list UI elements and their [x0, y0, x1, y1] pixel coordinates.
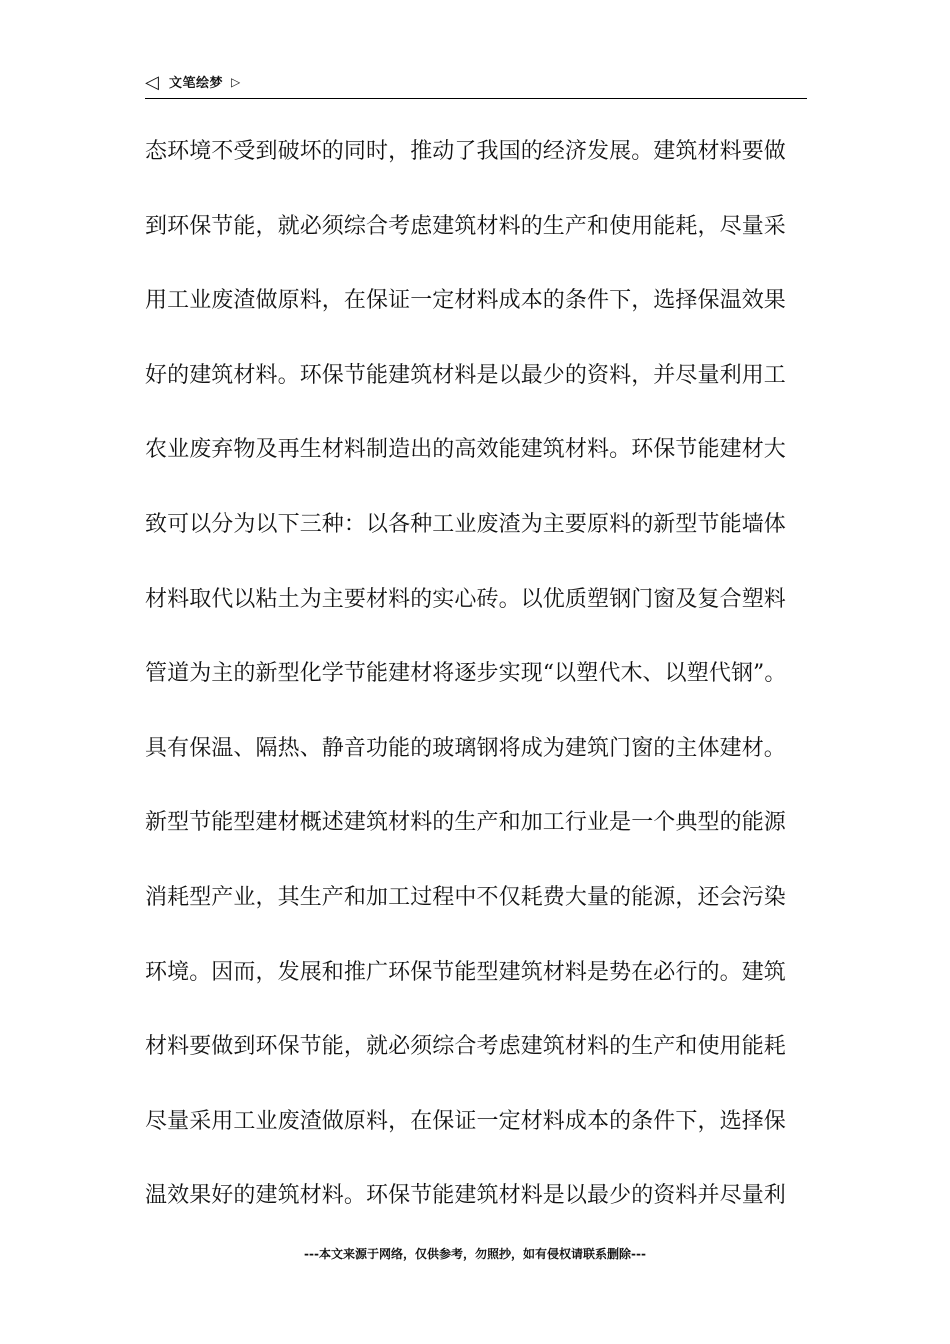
- text-line: 温效果好的建筑材料。环保节能建筑材料是以最少的资料并尽量利: [145, 1183, 786, 1209]
- text-line: 尽量采用工业废渣做原料，在保证一定材料成本的条件下，选择保: [145, 1108, 786, 1134]
- body-text: [145, 132, 825, 1251]
- triangle-left-icon: ◁: [145, 72, 159, 93]
- text-line: 材料要做到环保节能，就必须综合考虑建筑材料的生产和使用能耗: [145, 1034, 786, 1060]
- text-line: 到环保节能，就必须综合考虑建筑材料的生产和使用能耗，尽量采: [145, 213, 786, 239]
- text-line: 态环境不受到破坏的同时，推动了我国的经济发展。建筑材料要做: [145, 139, 786, 164]
- text-line: 新型节能型建材概述建筑材料的生产和加工行业是一个典型的能源: [145, 810, 786, 836]
- text-line: 用工业废渣做原料，在保证一定材料成本的条件下，选择保温效果: [145, 288, 786, 314]
- text-line: 管道为主的新型化学节能建材将逐步实现“以塑代木、以塑代钢”。: [145, 661, 787, 687]
- text-line: 具有保温、隔热、静音功能的玻璃钢将成为建筑门窗的主体建材。: [145, 735, 786, 761]
- header-title: 文笔绘梦: [169, 76, 224, 91]
- text-line: 农业废弃物及再生材料制造出的高效能建筑材料。环保节能建材大: [145, 437, 786, 463]
- text-line: 致可以分为以下三种：以各种工业废渣为主要原料的新型节能墙体: [145, 511, 786, 537]
- text-line: 材料取代以粘土为主要材料的实心砖。以优质塑钢门窗及复合塑料: [145, 586, 786, 612]
- triangle-right-icon: ▷: [231, 75, 241, 89]
- text-line: 消耗型产业，其生产和加工过程中不仅耗费大量的能源，还会污染: [145, 884, 786, 910]
- text-line: 好的建筑材料。环保节能建筑材料是以最少的资料，并尽量利用工: [145, 362, 786, 388]
- footer-disclaimer: ---本文来源于网络，仅供参考，勿照抄，如有侵权请联系删除---: [304, 1247, 646, 1261]
- text-line: 环境。因而，发展和推广环保节能型建筑材料是势在必行的。建筑: [145, 959, 786, 985]
- page-header: [145, 72, 807, 99]
